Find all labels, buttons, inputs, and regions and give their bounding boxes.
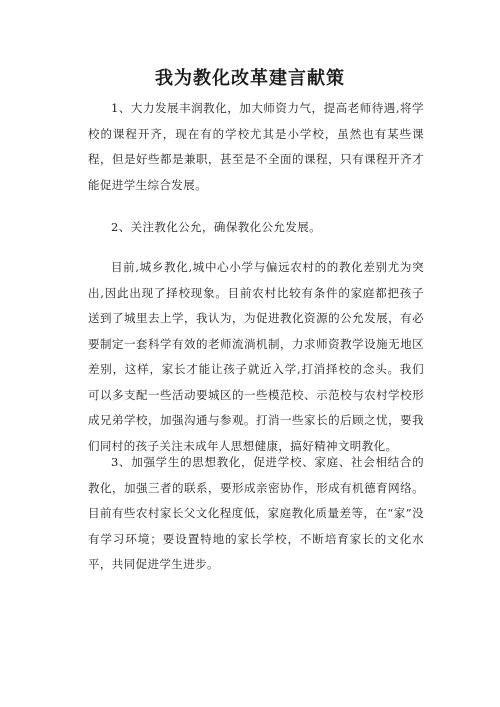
paragraph-4: 3、加强学生的思想教化，促进学校、家庭、社会相结合的教化，加强三者的联系，要形成亲密协作，形成有机德育网络。目前有些农村家长父文化程度低，家庭教化质量差等，在“家”没有学习环境；要设置特地的家长学校，不断培育家长的文化水平，共同促进学生进步。 [88,455,424,571]
paragraph-1: 1、大力发展丰润教化，加大师资力气，提高老师待遇,将学校的课程开齐，现在有的学校尤其是小学校，虽然也有某些课程，但是好些都是兼职，甚至是不全面的课程，只有课程开齐才能促进学生综合发展。 [88,101,424,192]
paragraph-3: 目前,城乡教化,城中心小学与偏远农村的的教化差别尤为突出,因此出现了择校现象。目前农村比较有条件的家庭都把孩子送到了城里去上学，我认为，为促进教化资源的公允发展，有必要制定一套科学有效的老师流淌机制，力求师资教学设施无地区差别，这样，家长才能让孩子就近入学,打消择校的念头。我们可以多支配一些活动要城区的一些模范校、示范校与农村学校形成兄弟学校，加强沟通与参观。打消一些家长的后顾之忧，要我们同村的孩子关注未成年人思想健康，搞好精神文明教化。 [88,260,424,453]
page-title: 我为教化改革建言献策 [155,68,345,89]
paragraph-2: 2、关注教化公允，确保教化公允发展。 [111,220,322,234]
